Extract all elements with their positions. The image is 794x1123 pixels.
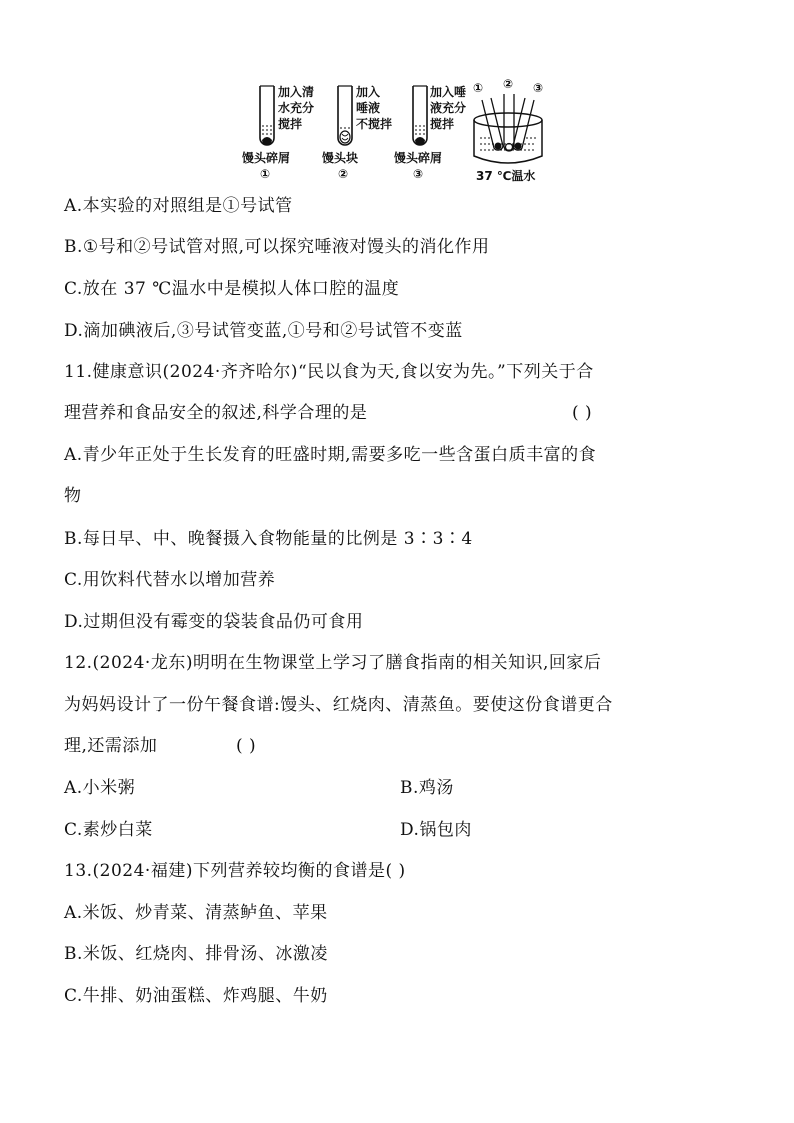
q11-stem-line-2: 理营养和食品安全的叙述,科学合理的是 — [64, 403, 368, 423]
tube3-instruction-1: 加入唾 — [430, 85, 467, 99]
tube3-instruction-2: 液充分 — [430, 101, 467, 115]
tube2-instruction-2: 唾液 — [356, 101, 381, 115]
q10-option-c: C.放在 37 ℃温水中是模拟人体口腔的温度 — [64, 279, 400, 299]
q12-stem-line-2: 为妈妈设计了一份午餐食谱:馒头、红烧肉、清蒸鱼。要使这份食谱更合 — [64, 695, 613, 715]
tube2-number: ② — [338, 167, 349, 181]
q10-option-b: B.①号和②号试管对照,可以探究唾液对馒头的消化作用 — [64, 237, 490, 257]
q12-option-a: A.小米粥 — [64, 778, 136, 798]
q10-option-a: A.本实验的对照组是①号试管 — [64, 196, 293, 216]
q12-option-d: D.锅包肉 — [400, 820, 472, 840]
q11-stem-line-1: 11.健康意识(2024·齐齐哈尔)“民以食为天,食以安为先。”下列关于合 — [64, 362, 594, 382]
q13-option-a: A.米饭、炒青菜、清蒸鲈鱼、苹果 — [64, 903, 328, 923]
beaker-tube-3-number: ③ — [533, 81, 544, 95]
tube2-instruction-3: 不搅拌 — [356, 117, 393, 131]
q12-option-b: B.鸡汤 — [400, 778, 454, 798]
water-beaker — [474, 86, 542, 163]
q11-option-c: C.用饮料代替水以增加营养 — [64, 570, 276, 590]
q11-option-b: B.每日早、中、晚餐摄入食物能量的比例是 3∶3∶4 — [64, 529, 473, 549]
q10-option-d: D.滴加碘液后,③号试管变蓝,①号和②号试管不变蓝 — [64, 321, 463, 341]
tube3-content-label: 馒头碎屑 — [394, 151, 443, 165]
q13-option-b: B.米饭、红烧肉、排骨汤、冰激凌 — [64, 944, 328, 964]
q11-answer-blank: ( ) — [572, 403, 593, 423]
test-tube-2 — [338, 86, 352, 145]
tube1-instruction-2: 水充分 — [278, 101, 315, 115]
tube3-number: ③ — [413, 167, 424, 181]
q11-option-a-line-2: 物 — [64, 486, 82, 506]
tube1-number: ① — [260, 167, 271, 181]
beaker-tube-1-number: ① — [473, 81, 484, 95]
q11-option-d: D.过期但没有霉变的袋装食品仍可食用 — [64, 612, 364, 632]
q13-option-c: C.牛排、奶油蛋糕、炸鸡腿、牛奶 — [64, 986, 328, 1006]
tube2-content-label: 馒头块 — [322, 151, 359, 165]
test-tube-1 — [260, 86, 274, 145]
beaker-label: 37 ℃温水 — [476, 169, 536, 183]
tube1-instruction-1: 加入清 — [278, 85, 315, 99]
test-tube-3 — [413, 86, 427, 145]
q13-stem: 13.(2024·福建)下列营养较均衡的食谱是( ) — [64, 861, 406, 881]
tube1-content-label: 馒头碎屑 — [242, 151, 291, 165]
q12-stem-line-1: 12.(2024·龙东)明明在生物课堂上学习了膳食指南的相关知识,回家后 — [64, 653, 602, 673]
tube3-instruction-3: 搅拌 — [430, 117, 455, 131]
experiment-figure — [232, 78, 562, 188]
q12-answer-blank: ( ) — [236, 736, 257, 756]
q12-stem-line-3: 理,还需添加 — [64, 736, 158, 756]
tube1-instruction-3: 搅拌 — [278, 117, 303, 131]
beaker-tube-2-number: ② — [503, 77, 514, 91]
q11-option-a-line-1: A.青少年正处于生长发育的旺盛时期,需要多吃一些含蛋白质丰富的食 — [64, 445, 597, 465]
tube2-instruction-1: 加入 — [356, 85, 381, 99]
q12-option-c: C.素炒白菜 — [64, 820, 153, 840]
